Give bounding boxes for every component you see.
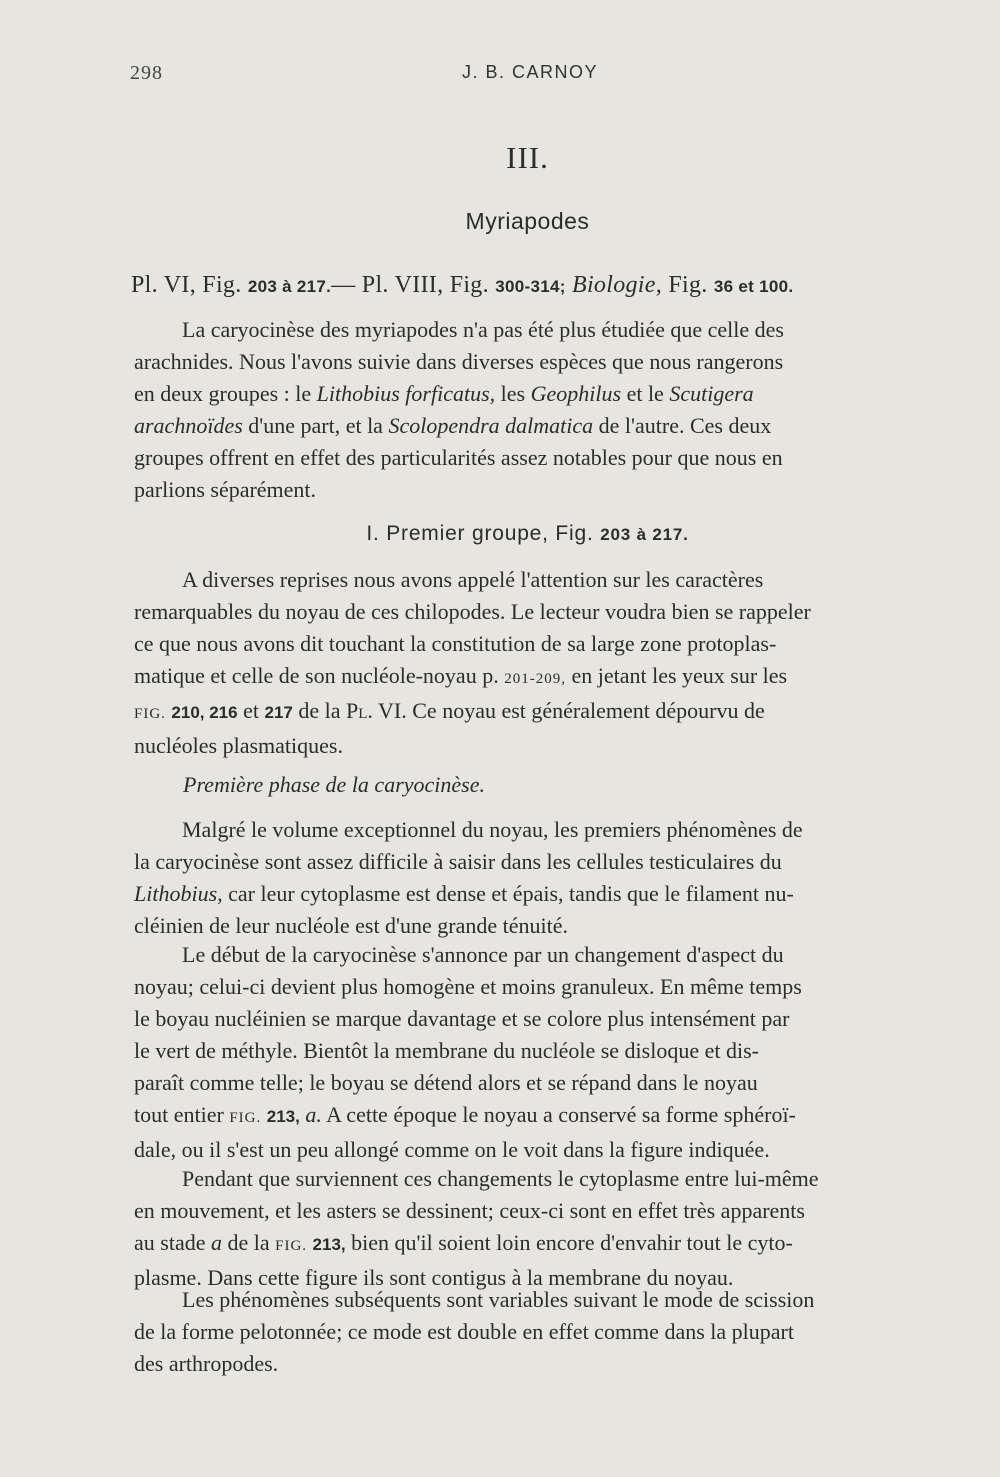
text-line: arachnides. Nous l'avons suivie dans diverses espèces que nous rangerons <box>134 349 784 374</box>
text-line: nucléoles plasmatiques. <box>134 733 343 758</box>
text-line: noyau; celui-ci devient plus homogène et moins granuleux. En même temps <box>134 974 802 999</box>
plate-ref-figs: 300-314; <box>495 277 566 296</box>
text-line: tout entier FIG. 213, a. A cette époque le noyau a conservé sa forme sphéroï- <box>134 1102 796 1127</box>
text-line: Les phénomènes subséquents sont variables suivant le mode de scission <box>182 1287 815 1312</box>
text-line: le vert de méthyle. Bientôt la membrane du nucléole se disloque et dis- <box>134 1038 759 1063</box>
text-line: plasme. Dans cette figure ils sont contigus à la membrane du noyau. <box>134 1265 734 1290</box>
paragraph-2 <box>134 564 918 762</box>
paragraph-3 <box>134 814 918 942</box>
text-line: ce que nous avons dit touchant la constitution de sa large zone protoplas- <box>134 631 777 656</box>
plate-reference <box>131 272 921 299</box>
text-line: remarquables du noyau de ces chilopodes. Le lecteur voudra bien se rappeler <box>134 599 811 624</box>
paragraph-6 <box>134 1284 918 1380</box>
text-line: parlions séparément. <box>134 477 317 502</box>
text-line: Malgré le volume exceptionnel du noyau, les premiers phénomènes de <box>182 817 803 842</box>
text-line: la caryocinèse sont assez difficile à saisir dans les cellules testiculaires du <box>134 849 782 874</box>
plate-ref-text: Pl. VI, Fig. <box>131 272 242 298</box>
text-line: cléinien de leur nucléole est d'une grande ténuité. <box>134 913 569 938</box>
text-line: en mouvement, et les asters se dessinent; ceux-ci sont en effet très apparents <box>134 1198 805 1223</box>
text-line: paraît comme telle; le boyau se détend alors et se répand dans le noyau <box>134 1070 758 1095</box>
plate-ref-figs: 36 et 100. <box>713 277 794 296</box>
running-header <box>130 62 920 92</box>
plate-ref-figs: 203 à 217. <box>247 277 332 296</box>
section-title: Myriapodes <box>465 208 590 234</box>
plate-ref-text: — Pl. VIII, Fig. <box>331 272 489 298</box>
text-line: La caryocinèse des myriapodes n'a pas été plus étudiée que celle des <box>182 317 784 342</box>
subsection-heading: I. Premier groupe, Fig. 203 à 217. <box>366 522 689 545</box>
section-number: III. <box>506 140 549 175</box>
plate-ref-text: Fig. <box>668 272 708 298</box>
text-line: au stade a de la FIG. 213, bien qu'il soient loin encore d'envahir tout le cyto- <box>134 1230 793 1255</box>
text-line: le boyau nucléinien se marque davantage et se colore plus intensément par <box>134 1006 790 1031</box>
text-line: des arthropodes. <box>134 1351 279 1376</box>
text-line: arachnoïdes d'une part, et la Scolopendra dalmatica de l'autre. Ces deux <box>134 413 772 438</box>
author-name: J. B. CARNOY <box>461 62 599 82</box>
text-line: de la forme pelotonnée; ce mode est double en effet comme dans la plupart <box>134 1319 794 1344</box>
text-line: Lithobius, car leur cytoplasme est dense et épais, tandis que le filament nu- <box>134 881 794 906</box>
text-line: groupes offrent en effet des particularités assez notables pour que nous en <box>134 445 783 470</box>
text-line: en deux groupes : le Lithobius forficatus, les Geophilus et le Scutigera <box>134 381 754 406</box>
plate-ref-biologie: Biologie, <box>572 272 663 298</box>
phase-heading: Première phase de la caryocinèse. <box>183 772 485 797</box>
text-line: matique et celle de son nucléole-noyau p. 201-209, en jetant les yeux sur les <box>134 663 788 688</box>
text-line: Le début de la caryocinèse s'annonce par un changement d'aspect du <box>182 942 784 967</box>
paragraph-5 <box>134 1163 918 1294</box>
text-line: A diverses reprises nous avons appelé l'attention sur les caractères <box>182 567 764 592</box>
text-line: dale, ou il s'est un peu allongé comme on le voit dans la figure indiquée. <box>134 1137 770 1162</box>
page-number: 298 <box>130 62 163 84</box>
paragraph-4 <box>134 939 918 1166</box>
paragraph-1 <box>134 314 918 506</box>
text-line: FIG. 210, 216 et 217 de la Pl. VI. Ce noyau est généralement dépourvu de <box>134 698 765 723</box>
text-line: Pendant que surviennent ces changements le cytoplasme entre lui-même <box>182 1166 819 1191</box>
